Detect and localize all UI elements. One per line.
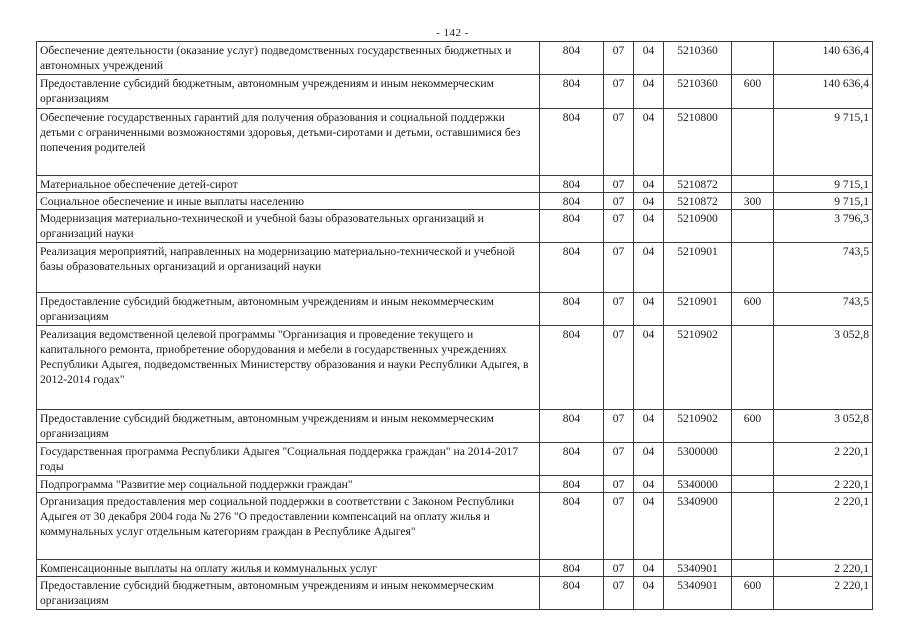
section-code: 07 [604, 493, 634, 560]
target-code: 5210360 [664, 42, 732, 75]
budget-table-body [37, 42, 873, 610]
row-name: Модернизация материально-технической и учебной базы образовательных организаций и организаций науки [37, 210, 540, 243]
section-code: 07 [604, 193, 634, 210]
section-code: 07 [604, 476, 634, 493]
section-code: 07 [604, 42, 634, 75]
target-code: 5210901 [664, 243, 732, 293]
target-code: 5210901 [664, 293, 732, 326]
target-code: 5210900 [664, 210, 732, 243]
target-code: 5210872 [664, 176, 732, 193]
section-code: 07 [604, 176, 634, 193]
table-row [37, 109, 873, 176]
row-name: Предоставление субсидий бюджетным, автономным учреждениям и иным некоммерческим организациям [37, 75, 540, 109]
subsection-code: 04 [634, 560, 664, 577]
ministry-code: 804 [540, 476, 604, 493]
ministry-code: 804 [540, 42, 604, 75]
subsection-code: 04 [634, 326, 664, 410]
ministry-code: 804 [540, 493, 604, 560]
expense-type-code: 600 [732, 577, 774, 610]
ministry-code: 804 [540, 326, 604, 410]
amount: 3 052,8 [774, 326, 873, 410]
ministry-code: 804 [540, 243, 604, 293]
amount: 3 796,3 [774, 210, 873, 243]
amount: 140 636,4 [774, 75, 873, 109]
expense-type-code [732, 42, 774, 75]
target-code: 5210800 [664, 109, 732, 176]
row-name: Предоставление субсидий бюджетным, автономным учреждениям и иным некоммерческим организациям [37, 410, 540, 443]
ministry-code: 804 [540, 176, 604, 193]
subsection-code: 04 [634, 210, 664, 243]
row-name: Государственная программа Республики Адыгея "Социальная поддержка граждан" на 2014-2017 годы [37, 443, 540, 476]
section-code: 07 [604, 75, 634, 109]
ministry-code: 804 [540, 293, 604, 326]
table-row [37, 176, 873, 193]
target-code: 5340900 [664, 493, 732, 560]
subsection-code: 04 [634, 193, 664, 210]
budget-table [36, 41, 873, 610]
table-row [37, 560, 873, 577]
target-code: 5210360 [664, 75, 732, 109]
subsection-code: 04 [634, 410, 664, 443]
subsection-code: 04 [634, 75, 664, 109]
amount: 743,5 [774, 293, 873, 326]
table-row [37, 476, 873, 493]
row-name: Обеспечение деятельности (оказание услуг) подведомственных государственных бюджетных и автономных учреждений [37, 42, 540, 75]
table-row [37, 75, 873, 109]
amount: 3 052,8 [774, 410, 873, 443]
table-row [37, 326, 873, 410]
row-name: Организация предоставления мер социальной поддержки в соответствии с Законом Республики Адыгея от 30 декабря 2004 года № 276 "О предоставлении компенсаций на оплату жилья и коммунальных услуг отдельным категориям граждан в Республике Адыгея" [37, 493, 540, 560]
section-code: 07 [604, 577, 634, 610]
expense-type-code [732, 493, 774, 560]
target-code: 5210902 [664, 410, 732, 443]
subsection-code: 04 [634, 577, 664, 610]
subsection-code: 04 [634, 243, 664, 293]
expense-type-code [732, 210, 774, 243]
amount: 2 220,1 [774, 577, 873, 610]
table-row [37, 577, 873, 610]
subsection-code: 04 [634, 109, 664, 176]
table-row [37, 193, 873, 210]
table-row [37, 443, 873, 476]
target-code: 5340901 [664, 577, 732, 610]
ministry-code: 804 [540, 210, 604, 243]
subsection-code: 04 [634, 476, 664, 493]
row-name: Компенсационные выплаты на оплату жилья и коммунальных услуг [37, 560, 540, 577]
expense-type-code [732, 109, 774, 176]
row-name: Материальное обеспечение детей-сирот [37, 176, 540, 193]
subsection-code: 04 [634, 443, 664, 476]
target-code: 5210872 [664, 193, 732, 210]
subsection-code: 04 [634, 42, 664, 75]
amount: 9 715,1 [774, 193, 873, 210]
ministry-code: 804 [540, 577, 604, 610]
subsection-code: 04 [634, 293, 664, 326]
expense-type-code [732, 176, 774, 193]
table-row [37, 410, 873, 443]
ministry-code: 804 [540, 75, 604, 109]
subsection-code: 04 [634, 176, 664, 193]
amount: 2 220,1 [774, 476, 873, 493]
target-code: 5210902 [664, 326, 732, 410]
expense-type-code: 600 [732, 293, 774, 326]
ministry-code: 804 [540, 193, 604, 210]
table-row [37, 210, 873, 243]
row-name: Реализация мероприятий, направленных на модернизацию материально-технической и учебной базы образовательных организаций и организаций науки [37, 243, 540, 293]
row-name: Подпрограмма "Развитие мер социальной поддержки граждан" [37, 476, 540, 493]
expense-type-code: 600 [732, 410, 774, 443]
expense-type-code [732, 326, 774, 410]
expense-type-code [732, 243, 774, 293]
expense-type-code [732, 560, 774, 577]
table-row [37, 42, 873, 75]
section-code: 07 [604, 443, 634, 476]
amount: 9 715,1 [774, 176, 873, 193]
amount: 9 715,1 [774, 109, 873, 176]
page-number: - 142 - [436, 27, 469, 39]
row-name: Предоставление субсидий бюджетным, автономным учреждениям и иным некоммерческим организациям [37, 577, 540, 610]
row-name: Предоставление субсидий бюджетным, автономным учреждениям и иным некоммерческим организациям [37, 293, 540, 326]
table-row [37, 243, 873, 293]
expense-type-code [732, 476, 774, 493]
section-code: 07 [604, 243, 634, 293]
expense-type-code: 600 [732, 75, 774, 109]
expense-type-code: 300 [732, 193, 774, 210]
ministry-code: 804 [540, 560, 604, 577]
target-code: 5340000 [664, 476, 732, 493]
ministry-code: 804 [540, 410, 604, 443]
table-row [37, 493, 873, 560]
section-code: 07 [604, 109, 634, 176]
table-row [37, 293, 873, 326]
ministry-code: 804 [540, 443, 604, 476]
expense-type-code [732, 443, 774, 476]
amount: 2 220,1 [774, 560, 873, 577]
amount: 140 636,4 [774, 42, 873, 75]
target-code: 5300000 [664, 443, 732, 476]
amount: 2 220,1 [774, 493, 873, 560]
amount: 743,5 [774, 243, 873, 293]
amount: 2 220,1 [774, 443, 873, 476]
section-code: 07 [604, 326, 634, 410]
row-name: Реализация ведомственной целевой программы "Организация и проведение текущего и капитального ремонта, приобретение оборудования и мебели в государственных учреждениях Республики Адыгея, подведомственных Министерству образования и науки Республики Адыгея, в 2012-2014 годах" [37, 326, 540, 410]
target-code: 5340901 [664, 560, 732, 577]
row-name: Социальное обеспечение и иные выплаты населению [37, 193, 540, 210]
section-code: 07 [604, 410, 634, 443]
section-code: 07 [604, 560, 634, 577]
subsection-code: 04 [634, 493, 664, 560]
section-code: 07 [604, 210, 634, 243]
ministry-code: 804 [540, 109, 604, 176]
row-name: Обеспечение государственных гарантий для получения образования и социальной поддержки детьми с ограниченными возможностями здоровья, детьми-сиротами и детьми, оставшимися без попечения родителей [37, 109, 540, 176]
section-code: 07 [604, 293, 634, 326]
